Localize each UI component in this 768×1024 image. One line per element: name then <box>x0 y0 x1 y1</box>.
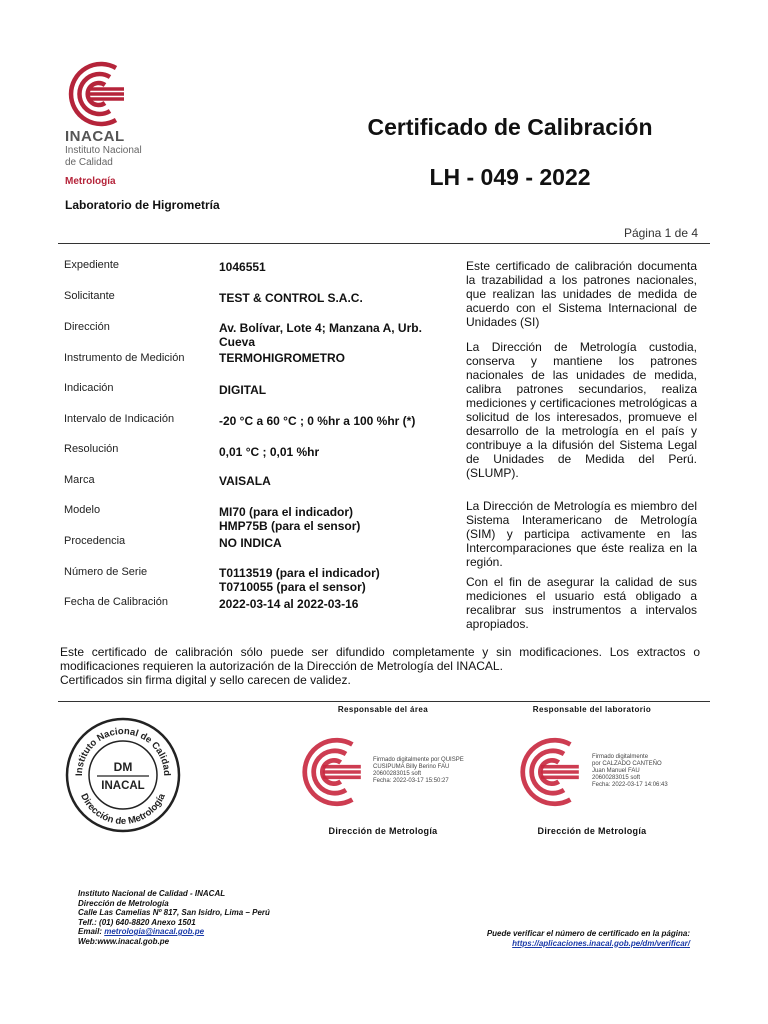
signature-details-area: Firmado digitalmente por QUISPE CUSIPUMA Billy Berino FAU 20600283015 soft Fecha: 2022-03-17 15:50:27 <box>373 757 464 784</box>
field-label-procedencia: Procedencia <box>64 535 126 547</box>
brand-name: INACAL <box>65 128 125 145</box>
field-value-indicacion: DIGITAL <box>219 383 267 397</box>
field-label-marca: Marca <box>64 474 95 486</box>
signature-heading-lab: Responsable del laboratorio <box>532 705 652 714</box>
field-label-instrumento: Instrumento de Medición <box>64 352 185 364</box>
field-label-indicacion: Indicación <box>64 382 114 394</box>
field-value-direccion: Av. Bolívar, Lote 4; Manzana A, Urb. Cueva <box>219 321 422 349</box>
svg-text:Instituto Nacional de Calidad: Instituto Nacional de Calidad <box>73 725 173 777</box>
field-value-expediente: 1046551 <box>219 260 266 274</box>
field-value-serie: T0113519 (para el indicador) T0710055 (para el sensor) <box>219 566 380 594</box>
email-link[interactable]: metrologia@inacal.gob.pe <box>104 927 205 936</box>
field-value-modelo: MI70 (para el indicador) HMP75B (para el sensor) <box>219 505 361 533</box>
recalibration-paragraph: Con el fin de asegurar la calidad de sus mediciones el usuario está obligado a recalibrar sus instrumentos a intervalos apropiados. <box>466 575 697 631</box>
field-label-solicitante: Solicitante <box>64 290 115 302</box>
field-value-resolucion: 0,01 °C ; 0,01 %hr <box>219 445 320 459</box>
field-value-solicitante: TEST & CONTROL S.A.C. <box>219 291 363 305</box>
field-value-instrumento: TERMOHIGROMETRO <box>219 351 345 365</box>
field-label-fecha: Fecha de Calibración <box>64 596 168 608</box>
traceability-paragraph: Este certificado de calibración documenta la trazabilidad a los patrones nacionales, que realizan las unidades de medida de acuerdo con el Sistema Internacional de Unidades (SI) <box>466 259 697 329</box>
header-divider <box>58 243 710 244</box>
metrology-paragraph: La Dirección de Metrología custodia, conserva y mantiene los patrones nacionales de las unidades de medida, calibra patrones secundarios, realiza mediciones y certificaciones metrológicas a solicitud de los interesados, promueve el desarrollo de la metrología en el país y contribuye a la difusión del Sistema Legal de Unidades de Medida del Perú. (SLUMP). <box>466 340 697 480</box>
metrology-seal <box>64 716 182 834</box>
signature-heading-area: Responsable del área <box>337 705 429 714</box>
field-value-procedencia: NO INDICA <box>219 536 282 550</box>
field-label-expediente: Expediente <box>64 259 120 271</box>
inacal-logo <box>58 60 128 128</box>
signature-footer-lab: Dirección de Metrología <box>537 826 647 836</box>
signature-details-lab: Firmado digitalmente por CALZADO CANTEÑO Juan Manuel FAU 20600283015 soft Fecha: 2022-03-17 14:06:43 <box>592 754 668 788</box>
field-value-intervalo: -20 °C a 60 °C ; 0 %hr a 100 %hr (*) <box>219 414 416 428</box>
svg-text:Dirección de Metrología: Dirección de Metrología <box>78 791 168 828</box>
certificate-title: Certificado de Calibración <box>367 114 653 140</box>
field-value-marca: VAISALA <box>219 474 271 488</box>
verification-link[interactable]: https://aplicaciones.inacal.gob.pe/dm/verificar/ <box>512 938 690 948</box>
brand-division: Metrología <box>65 176 116 187</box>
certificate-number: LH - 049 - 2022 <box>429 164 591 190</box>
field-label-modelo: Modelo <box>64 504 101 516</box>
sim-paragraph: La Dirección de Metrología es miembro del Sistema Interamericano de Metrología (SIM) y participa activamente en las Intercomparaciones que éste realiza en la región. <box>466 499 697 569</box>
field-label-serie: Número de Serie <box>64 566 148 578</box>
svg-text:DM: DM <box>113 760 133 774</box>
svg-text:INACAL: INACAL <box>101 780 145 792</box>
distribution-notice: Este certificado de calibración sólo puede ser difundido completamente y sin modificaciones. Los extractos o modificaciones requieren la autorización de la Dirección de Metrología del INACAL. Certificados sin firma digital y sello carecen de validez. <box>60 645 700 687</box>
page-number: Página 1 de 4 <box>623 226 698 240</box>
laboratory-name: Laboratorio de Higrometría <box>65 198 220 212</box>
brand-subtitle: Instituto Nacional de Calidad <box>65 145 142 168</box>
signature-divider <box>58 701 710 702</box>
field-label-intervalo: Intervalo de Indicación <box>64 413 175 425</box>
digital-signature-logo <box>290 736 366 808</box>
contact-info: Instituto Nacional de Calidad - INACAL Dirección de Metrología Calle Las Camelias Nº 817, San Isidro, Lima – Perú Telf.: (01) 640-8820 Anexo 1501 Email: metrologia@inacal.gob.pe Web:www.inacal.gob.pe <box>78 889 270 946</box>
signature-footer-area: Dirección de Metrología <box>328 826 438 836</box>
field-label-resolucion: Resolución <box>64 443 119 455</box>
field-label-direccion: Dirección <box>64 321 110 333</box>
field-value-fecha: 2022-03-14 al 2022-03-16 <box>219 597 359 611</box>
verification-info: Puede verificar el número de certificado en la página: https://aplicaciones.inacal.gob.pe/dm/verificar/ <box>486 929 690 948</box>
digital-signature-logo <box>508 736 584 808</box>
